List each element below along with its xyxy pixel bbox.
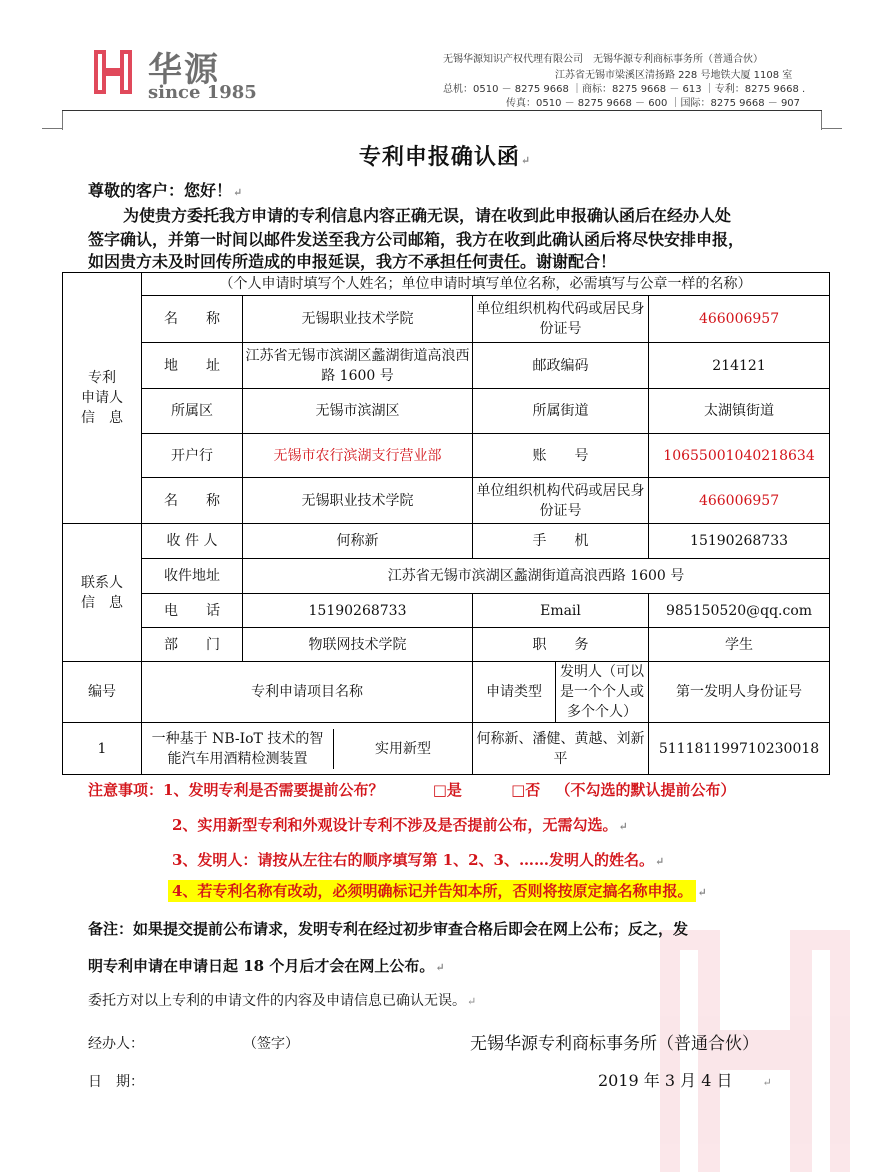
label-phone: 电 话 xyxy=(142,594,243,628)
value-position: 学生 xyxy=(649,628,830,662)
logo-text: 华源 xyxy=(148,50,220,90)
greeting: 尊敬的客户：您好！↵ xyxy=(88,181,243,200)
label-district: 所属区 xyxy=(142,389,243,434)
notice-line-3: 3、发明人：请按从左往右的顺序填写第 1、2、3、……发明人的姓名。↵ xyxy=(172,851,665,869)
label-org-code: 单位组织机构代码或居民身份证号 xyxy=(473,296,649,343)
header-company: 无锡华源知识产权代理有限公司 无锡华源专利商标事务所（普通合伙） xyxy=(443,54,763,65)
value-account: 10655001040218634 xyxy=(649,434,830,478)
notice-line-4: 4、若专利名称有改动，必须明确标记并告知本所，否则将按原定搞名称申报。 ↵ xyxy=(168,880,707,901)
crop-mark xyxy=(42,128,62,129)
value-postcode: 214121 xyxy=(649,343,830,389)
label-address: 地 址 xyxy=(142,343,243,389)
sign-label: （签字） xyxy=(243,1036,299,1052)
value-recipient: 何称新 xyxy=(243,524,473,559)
header-first-inventor-id: 第一发明人身份证号 xyxy=(649,662,830,723)
logo-since: since 1985 xyxy=(148,82,257,103)
value-phone: 15190268733 xyxy=(243,594,473,628)
page-title: 专利申报确认函↵ xyxy=(358,144,532,170)
value-name: 无锡职业技术学院 xyxy=(243,478,473,524)
label-name: 名 称 xyxy=(142,478,243,524)
value-district: 无锡市滨湖区 xyxy=(243,389,473,434)
label-street: 所属街道 xyxy=(473,389,649,434)
label-org-code: 单位组织机构代码或居民身份证号 xyxy=(473,478,649,524)
value-department: 物联网技术学院 xyxy=(243,628,473,662)
checkbox-no[interactable]: □否 xyxy=(511,781,541,799)
notice-line-1: 注意事项：1、发明专利是否需要提前公布？ □是 □否 （不勾选的默认提前公布） xyxy=(88,781,736,799)
applicant-section-label: 专利 申请人 信 息 xyxy=(63,273,142,524)
label-account: 账 号 xyxy=(473,434,649,478)
applicant-note: （个人申请时填写个人姓名；单位申请时填写单位名称，必需填写与公章一样的名称） xyxy=(142,273,830,296)
header-divider xyxy=(62,110,822,111)
notice-line-2: 2、实用新型专利和外观设计专利不涉及是否提前公布，无需勾选。↵ xyxy=(172,816,628,834)
crop-mark xyxy=(62,110,63,130)
value-street: 太湖镇街道 xyxy=(649,389,830,434)
patent-first-inventor-id: 511181199710230018 xyxy=(649,723,830,775)
value-bank: 无锡市农行滨湖支行营业部 xyxy=(243,434,473,478)
date-value: 2019 年 3 月 4 日 ↵ xyxy=(598,1071,772,1090)
value-address: 江苏省无锡市滨湖区蠡湖街道高浪西路 1600 号 xyxy=(243,343,473,389)
logo-icon xyxy=(90,44,136,100)
patent-number: 1 xyxy=(63,723,142,775)
value-org-code: 466006957 xyxy=(649,478,830,524)
label-email: Email xyxy=(473,594,649,628)
label-postcode: 邮政编码 xyxy=(473,343,649,389)
header-project-name: 专利申请项目名称 xyxy=(142,662,473,723)
intro-line: 为使贵方委托我方申请的专利信息内容正确无误，请在收到此申报确认函后在经办人处 xyxy=(123,206,732,225)
patent-form-table xyxy=(62,272,830,775)
header-number: 编号 xyxy=(63,662,142,723)
value-mobile: 15190268733 xyxy=(649,524,830,559)
label-mobile: 手 机 xyxy=(473,524,649,559)
agent-label: 经办人： xyxy=(88,1036,144,1052)
checkbox-yes[interactable]: □是 xyxy=(432,781,462,799)
contact-section-label: 联系人 信 息 xyxy=(63,524,142,662)
value-org-code: 466006957 xyxy=(649,296,830,343)
value-recipient-address: 江苏省无锡市滨湖区蠡湖街道高浪西路 1600 号 xyxy=(243,559,830,594)
header-type: 申请类型 发明人（可以是一个个人或多个个人） xyxy=(473,662,649,723)
date-label: 日 期： xyxy=(88,1074,144,1090)
header-address: 江苏省无锡市梁溪区清扬路 228 号地铁大厦 1108 室 xyxy=(555,70,793,81)
value-name: 无锡职业技术学院 xyxy=(243,296,473,343)
label-department: 部 门 xyxy=(142,628,243,662)
label-bank: 开户行 xyxy=(142,434,243,478)
header-phones: 总机：0510 － 8275 9668 ｜商标：8275 9668 － 613 ｜专利：8275 9668 . xyxy=(443,84,806,95)
firm-name: 无锡华源专利商标事务所（普通合伙） xyxy=(470,1034,759,1054)
remark-line: 备注：如果提交提前公布请求，发明专利在经过初步审查合格后即会在网上公布；反之，发 xyxy=(88,920,689,938)
label-position: 职 务 xyxy=(473,628,649,662)
label-recipient-address: 收件地址 xyxy=(142,559,243,594)
patent-inventors: 何称新、潘健、黄越、刘新平 xyxy=(473,723,649,775)
intro-line: 签字确认，并第一时间以邮件发送至我方公司邮箱，我方在收到此确认函后将尽快安排申报， xyxy=(88,230,745,249)
patent-name: 一种基于 NB-IoT 技术的智能汽车用酒精检测装置 实用新型 xyxy=(142,723,473,775)
label-recipient: 收 件 人 xyxy=(142,524,243,559)
value-email: 985150520@qq.com xyxy=(649,594,830,628)
header-fax: 传真：0510 － 8275 9668 － 600 ｜国际：8275 9668 － 907 xyxy=(506,98,801,109)
crop-mark xyxy=(822,128,842,129)
crop-mark xyxy=(821,110,822,130)
intro-line: 如因贵方未及时回传所造成的申报延误，我方不承担任何责任。谢谢配合！ xyxy=(88,252,617,271)
label-name: 名 称 xyxy=(142,296,243,343)
remark-line: 明专利申请在申请日起 18 个月后才会在网上公布。↵ xyxy=(88,957,445,975)
confirm-text: 委托方对以上专利的申请文件的内容及申请信息已确认无误。↵ xyxy=(88,993,477,1009)
